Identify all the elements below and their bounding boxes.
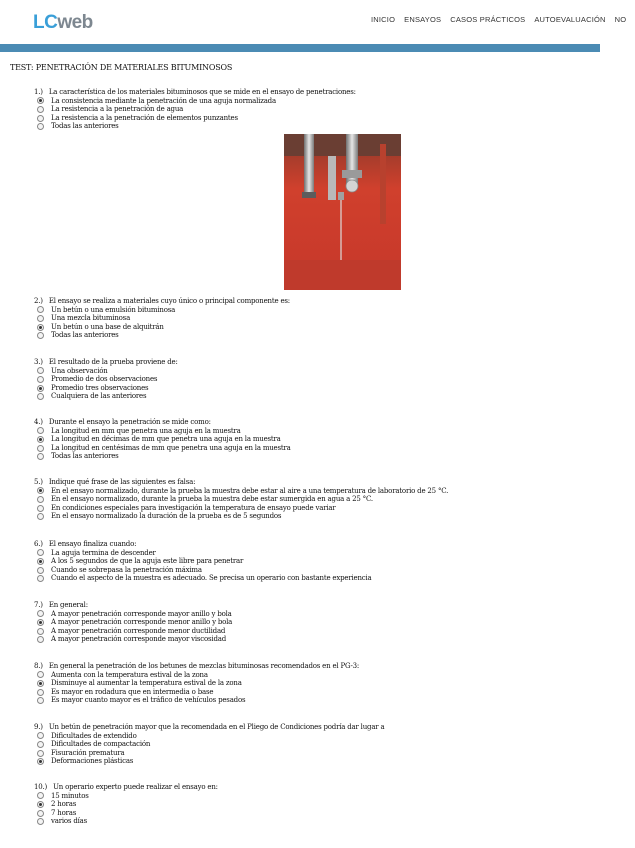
answer-option[interactable]: [37, 610, 232, 619]
answer-label: Cualquiera de las anteriores: [51, 392, 147, 401]
radio-button[interactable]: [37, 306, 44, 313]
question-9: [34, 723, 384, 766]
radio-button[interactable]: [37, 792, 44, 799]
answer-option[interactable]: [37, 504, 448, 513]
question-2: [34, 297, 290, 340]
question-10: [34, 783, 218, 826]
radio-button[interactable]: [37, 367, 44, 374]
answer-label: Disminuye al aumentar la temperatura estival de la zona: [51, 679, 242, 688]
answer-option[interactable]: [37, 792, 218, 801]
radio-button[interactable]: [37, 427, 44, 434]
question-number: 3.): [34, 358, 43, 366]
site-header: [0, 0, 627, 44]
answer-option[interactable]: [37, 495, 448, 504]
site-logo[interactable]: [33, 12, 93, 34]
answer-option[interactable]: [37, 452, 291, 461]
radio-button[interactable]: [37, 680, 44, 687]
answer-option[interactable]: [37, 817, 218, 826]
radio-button[interactable]: [37, 671, 44, 678]
answer-option[interactable]: [37, 566, 372, 575]
radio-button[interactable]: [37, 123, 44, 130]
answer-option[interactable]: [37, 574, 372, 583]
question-statement: El ensayo finaliza cuando:: [48, 540, 137, 548]
answer-label: Un betún o una base de alquitrán: [51, 322, 164, 331]
radio-button[interactable]: [37, 610, 44, 617]
answer-option[interactable]: [37, 740, 384, 749]
answer-option[interactable]: [37, 367, 178, 376]
answer-label: En el ensayo normalizado, durante la prueba la muestra debe estar sumergida en agua a 25 °C.: [51, 495, 373, 504]
radio-button[interactable]: [37, 445, 44, 452]
answer-option[interactable]: [37, 512, 448, 521]
radio-button[interactable]: [37, 558, 44, 565]
radio-button[interactable]: [37, 332, 44, 339]
answer-label: Un betún o una emulsión bituminosa: [51, 305, 176, 314]
answer-option[interactable]: [37, 114, 356, 123]
answer-label: A los 5 segundos de que la aguja este libre para penetrar: [51, 557, 244, 566]
answer-option[interactable]: [37, 384, 178, 393]
answer-option[interactable]: [37, 323, 290, 332]
answer-option[interactable]: [37, 487, 448, 496]
answer-option[interactable]: [37, 549, 372, 558]
answer-option[interactable]: [37, 375, 178, 384]
question-statement: El resultado de la prueba proviene de:: [48, 358, 178, 366]
answer-option[interactable]: [37, 105, 356, 114]
radio-button[interactable]: [37, 758, 44, 765]
radio-button[interactable]: [37, 549, 44, 556]
answer-option[interactable]: [37, 97, 356, 106]
question-7: [34, 601, 232, 644]
radio-button[interactable]: [37, 575, 44, 582]
answer-option[interactable]: [37, 435, 291, 444]
radio-button[interactable]: [37, 750, 44, 757]
answer-label: Una observación: [51, 366, 108, 375]
answer-option[interactable]: [37, 392, 178, 401]
answer-label: Cuando el aspecto de la muestra es adecuado. Se precisa un operario con bastante experiencia: [51, 574, 372, 583]
answer-label: Promedio de dos observaciones: [51, 375, 158, 384]
answer-label: Todas las anteriores: [51, 452, 119, 461]
radio-button[interactable]: [37, 453, 44, 460]
answer-option[interactable]: [37, 314, 290, 323]
answer-label: La longitud en mm que penetra una aguja en la muestra: [51, 426, 241, 435]
answer-option[interactable]: [37, 306, 290, 315]
radio-button[interactable]: [37, 324, 44, 331]
question-6: [34, 540, 372, 583]
answer-label: A mayor penetración corresponde mayor anillo y bola: [51, 609, 232, 618]
question-text: [34, 783, 218, 792]
answer-label: Fisuración prematura: [51, 748, 125, 757]
radio-button[interactable]: [37, 436, 44, 443]
question-statement: La característica de los materiales bituminosos que se mide en el ensayo de penetraciones:: [48, 88, 356, 96]
radio-button[interactable]: [37, 810, 44, 817]
answer-label: Es mayor en rodadura que en intermedia o base: [51, 687, 214, 696]
answer-option[interactable]: [37, 618, 232, 627]
answer-option[interactable]: [37, 671, 359, 680]
question-number: 6.): [34, 540, 43, 548]
radio-button[interactable]: [37, 385, 44, 392]
radio-button[interactable]: [37, 115, 44, 122]
answer-label: La aguja termina de descender: [51, 548, 156, 557]
radio-button[interactable]: [37, 741, 44, 748]
answer-option[interactable]: [37, 696, 359, 705]
answer-label: A mayor penetración corresponde mayor viscosidad: [51, 635, 226, 644]
question-8: [34, 662, 359, 705]
question-text: [34, 297, 290, 306]
question-number: 8.): [34, 662, 43, 670]
answer-label: A mayor penetración corresponde menor anillo y bola: [51, 618, 233, 627]
question-statement: En general la penetración de los betunes de mezclas bituminosas recomendados en el PG-3:: [48, 662, 360, 670]
question-text: [34, 723, 384, 732]
question-statement: Indique qué frase de las siguientes es falsa:: [48, 478, 196, 486]
answer-label: Aumenta con la temperatura estival de la zona: [51, 670, 208, 679]
answer-option[interactable]: [37, 444, 291, 453]
radio-button[interactable]: [37, 689, 44, 696]
answer-option[interactable]: [37, 627, 232, 636]
answer-label: Dificultades de extendido: [51, 731, 137, 740]
answer-label: varios días: [51, 817, 88, 826]
question-text: [34, 478, 448, 487]
answer-label: 7 horas: [51, 808, 77, 817]
answer-label: La consistencia mediante la penetración de una aguja normalizada: [51, 96, 276, 105]
logo-web: web: [57, 12, 93, 33]
question-number: 2.): [34, 297, 43, 305]
radio-button[interactable]: [37, 393, 44, 400]
answer-label: En condiciones especiales para investigación la temperatura de ensayo puede variar: [51, 503, 336, 512]
radio-button[interactable]: [37, 801, 44, 808]
radio-button[interactable]: [37, 496, 44, 503]
radio-button[interactable]: [37, 619, 44, 626]
radio-button[interactable]: [37, 376, 44, 383]
question-4: [34, 418, 291, 461]
radio-button[interactable]: [37, 487, 44, 494]
answer-option[interactable]: [37, 557, 372, 566]
question-statement: Durante el ensayo la penetración se mide como:: [48, 418, 211, 426]
question-text: [34, 601, 232, 610]
logo-lc: LC: [33, 12, 58, 33]
question-number: 9.): [34, 723, 43, 731]
question-text: [34, 358, 178, 367]
answer-label: Una mezcla bituminosa: [51, 314, 131, 323]
answer-label: 15 minutos: [51, 791, 89, 800]
question-text: [34, 418, 291, 427]
question-number: 4.): [34, 418, 43, 426]
question-5: [34, 478, 448, 521]
radio-button[interactable]: [37, 513, 44, 520]
answer-option[interactable]: [37, 122, 356, 131]
page-title: TEST: PENETRACIÓN DE MATERIALES BITUMINOSOS: [10, 63, 233, 72]
radio-button[interactable]: [37, 636, 44, 643]
answer-label: Deformaciones plásticas: [51, 757, 134, 766]
question-number: 1.): [34, 88, 43, 96]
answer-option[interactable]: [37, 757, 384, 766]
radio-button[interactable]: [37, 315, 44, 322]
answer-option[interactable]: [37, 688, 359, 697]
radio-button[interactable]: [37, 697, 44, 704]
penetrometer-photo: [284, 134, 401, 290]
radio-button[interactable]: [37, 106, 44, 113]
answer-option[interactable]: [37, 635, 232, 644]
answer-option[interactable]: [37, 809, 218, 818]
question-statement: Un operario experto puede realizar el ensayo en:: [53, 783, 218, 791]
question-number: 10.): [34, 783, 48, 791]
question-statement: El ensayo se realiza a materiales cuyo único o principal componente es:: [48, 297, 290, 305]
penetrometer-needle-photo-icon: [284, 134, 401, 290]
nav-inicio[interactable]: INICIO: [371, 15, 396, 24]
answer-label: Promedio tres observaciones: [51, 383, 149, 392]
question-text: [34, 88, 356, 97]
radio-button[interactable]: [37, 818, 44, 825]
answer-label: La resistencia a la penetración de agua: [51, 105, 184, 114]
question-number: 5.): [34, 478, 43, 486]
answer-option[interactable]: [37, 679, 359, 688]
header-band: [0, 44, 600, 52]
answer-label: En el ensayo normalizado, durante la prueba la muestra debe estar al aire a una temperatura de laboratorio de 25 °C.: [51, 486, 449, 495]
nav-casos-practicos[interactable]: CASOS PRÁCTICOS: [450, 15, 526, 24]
question-text: [34, 662, 359, 671]
answer-label: En el ensayo normalizado la duración de la prueba es de 5 segundos: [51, 512, 282, 521]
question-text: [34, 540, 372, 549]
nav-overflow[interactable]: NO: [614, 15, 627, 24]
radio-button[interactable]: [37, 567, 44, 574]
answer-label: La longitud en décimas de mm que penetra una aguja en la muestra: [51, 435, 281, 444]
answer-option[interactable]: [37, 331, 290, 340]
nav-ensayos[interactable]: ENSAYOS: [404, 15, 442, 24]
answer-label: La resistencia a la penetración de elementos punzantes: [51, 113, 238, 122]
answer-option[interactable]: [37, 749, 384, 758]
question-statement: En general:: [48, 601, 88, 609]
question-statement: Un betún de penetración mayor que la recomendada en el Pliego de Condiciones podría dar lugar a: [48, 723, 385, 731]
answer-label: A mayor penetración corresponde menor ductilidad: [51, 626, 226, 635]
nav-autoevaluacion[interactable]: AUTOEVALUACIÓN: [534, 15, 606, 24]
answer-option[interactable]: [37, 732, 384, 741]
answer-label: Todas las anteriores: [51, 122, 119, 131]
answer-label: La longitud en centésimas de mm que penetra una aguja en la muestra: [51, 443, 291, 452]
question-1: [34, 88, 356, 131]
answer-label: Cuando se sobrepasa la penetración máxima: [51, 565, 202, 574]
radio-button[interactable]: [37, 97, 44, 104]
radio-button[interactable]: [37, 628, 44, 635]
radio-button[interactable]: [37, 732, 44, 739]
answer-label: Dificultades de compactación: [51, 740, 151, 749]
main-nav: [371, 15, 635, 24]
answer-option[interactable]: [37, 427, 291, 436]
question-3: [34, 358, 178, 401]
radio-button[interactable]: [37, 505, 44, 512]
answer-label: Todas las anteriores: [51, 331, 119, 340]
answer-option[interactable]: [37, 800, 218, 809]
answer-label: 2 horas: [51, 800, 77, 809]
question-number: 7.): [34, 601, 43, 609]
answer-label: Es mayor cuanto mayor es el tráfico de vehículos pesados: [51, 696, 246, 705]
